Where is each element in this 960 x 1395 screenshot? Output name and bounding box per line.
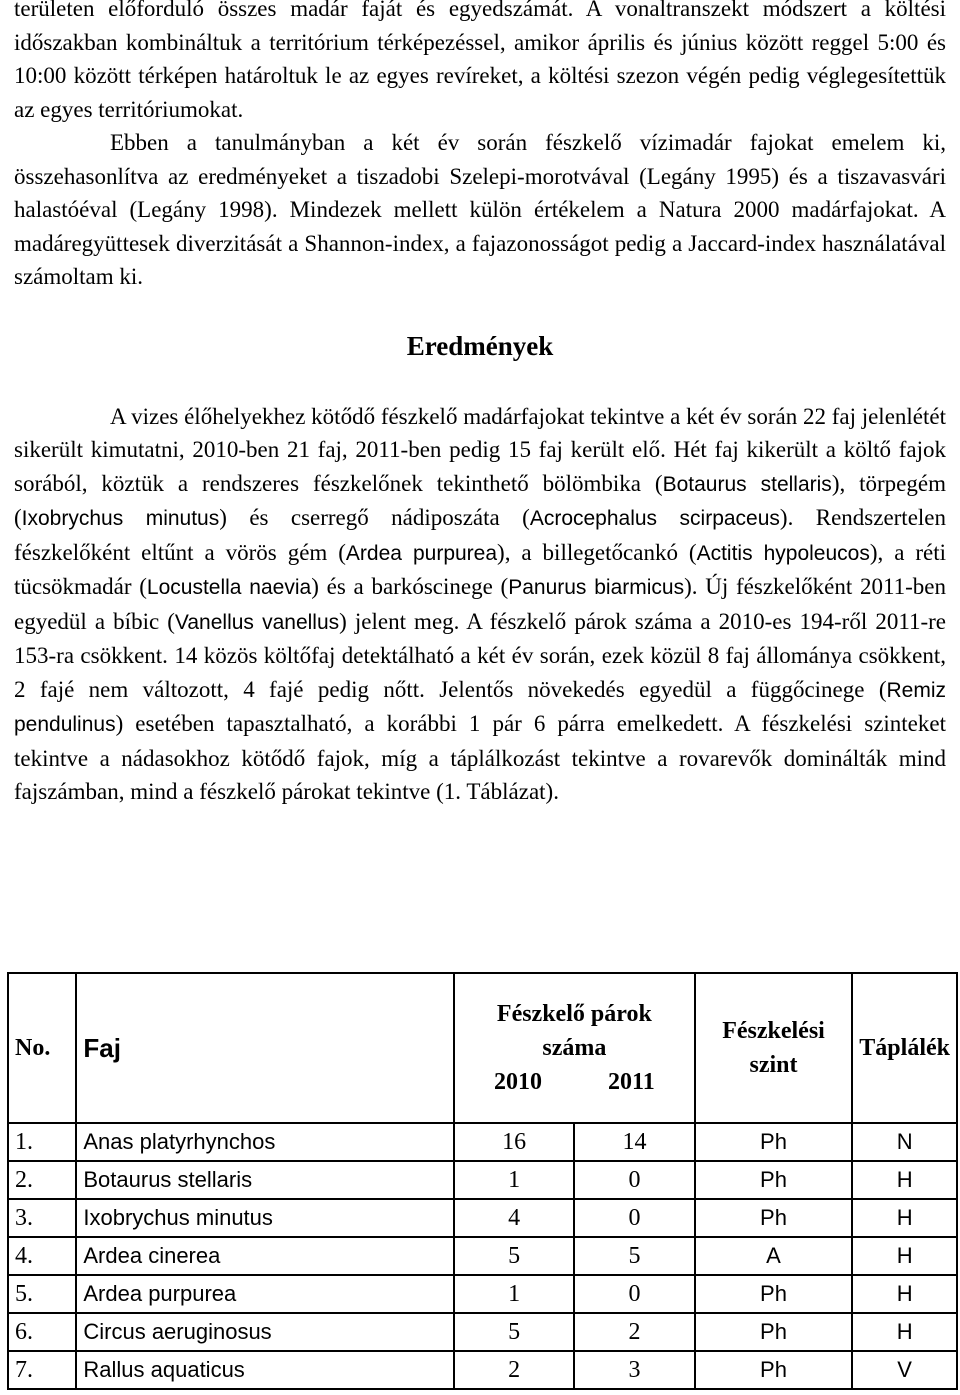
header-level-line2: szint (749, 1052, 798, 1078)
cell-pairs-2011: 2 (574, 1313, 694, 1351)
cell-species: Ardea purpurea (76, 1275, 454, 1313)
cell-pairs-2010: 5 (454, 1237, 574, 1275)
table-row (8, 1199, 957, 1237)
species-name: Remiz pendulinus (14, 678, 946, 736)
table-header-row (8, 973, 957, 1123)
header-faj: Faj (76, 973, 454, 1123)
cell-species: Anas platyrhynchos (76, 1123, 454, 1161)
cell-food: H (852, 1199, 957, 1237)
cell-food: N (852, 1123, 957, 1161)
cell-nesting-level: Ph (695, 1199, 853, 1237)
cell-species: Botaurus stellaris (76, 1161, 454, 1199)
cell-no: 5. (8, 1275, 76, 1313)
text-segment: ), törpegém ( (14, 470, 946, 530)
header-pairs (454, 973, 695, 1123)
cell-no: 4. (8, 1237, 76, 1275)
cell-pairs-2010: 1 (454, 1275, 574, 1313)
text-segment: ) jelent meg. A fészkelő párok száma a 2010-es 194-ről 2011-re 153-ra csökkent. 14 közös költőfaj detektálható a két év során, ezek közül 8 faj állománya csökkent, 2 fajé nem változott, 4 fajé pedig nőtt. Jelentős növekedés egyedül a függőcinege ( (14, 608, 946, 702)
species-name: Actitis hypoleucos (696, 541, 870, 565)
text-segment: ) és cserregő nádiposzáta ( (219, 505, 530, 530)
cell-no: 2. (8, 1161, 76, 1199)
cell-pairs-2011: 5 (574, 1237, 694, 1275)
species-name: Vanellus vanellus (174, 610, 340, 634)
cell-food: V (852, 1351, 957, 1389)
header-pairs-line2: száma (542, 1035, 607, 1061)
species-name: Acrocephalus scirpaceus (529, 507, 780, 530)
header-year-2010: 2010 (494, 1069, 542, 1095)
cell-no: 3. (8, 1199, 76, 1237)
table-row (8, 1123, 957, 1161)
cell-no: 6. (8, 1313, 76, 1351)
cell-no: 1. (8, 1123, 76, 1161)
cell-nesting-level: Ph (695, 1123, 853, 1161)
methods-paragraph-1: területen előforduló összes madár faját és egyedszámát. A vonaltranszekt módszert a költési időszakban kombináltuk a territórium térképezéssel, amikor április és június között reggel 5:00 és 10:00 között térképen határoltuk le az egyes revíreket, a költési szezon végén pedig véglegesítettük az egyes territóriumokat. (14, 0, 946, 122)
cell-no: 7. (8, 1351, 76, 1389)
text-segment: ) és a barkóscinege ( (311, 574, 509, 599)
cell-pairs-2011: 0 (574, 1161, 694, 1199)
cell-pairs-2010: 1 (454, 1161, 574, 1199)
document-page (14, 0, 946, 809)
cell-nesting-level: Ph (695, 1313, 853, 1351)
cell-pairs-2010: 16 (454, 1123, 574, 1161)
species-name: Botaurus stellaris (662, 472, 832, 496)
header-pairs-line1: Fészkelő párok (496, 1001, 652, 1027)
species-name: Locustella naevia (146, 576, 312, 599)
cell-nesting-level: Ph (695, 1351, 853, 1389)
cell-species: Circus aeruginosus (76, 1313, 454, 1351)
cell-food: H (852, 1313, 957, 1351)
cell-food: H (852, 1237, 957, 1275)
table-row (8, 1313, 957, 1351)
text-segment: A vizes élőhelyekhez kötődő fészkelő madárfajokat tekintve a két év során 22 faj jelenlétét sikerült kimutatni, 2010-ben 21 faj, 2011-ben pedig 15 faj került elő. Hét faj kikerült a költő fajok sorából, köztük a rendszeres fészkelőnek tekinthető bölömbika ( (14, 403, 946, 496)
species-name: Panurus biarmicus (508, 576, 685, 599)
cell-species: Ixobrychus minutus (76, 1199, 454, 1237)
section-heading: Eredmények (406, 330, 554, 361)
text-segment: ) esetében tapasztalható, a korábbi 1 pár 6 párra emelkedett. A fészkelési szinteket tekintve a nádasokhoz kötődő fajok, míg a táplálkozást tekintve a rovarevők dominálták mind fajszámban, mind a fészkelő párokat tekintve (1. Táblázat). (14, 711, 946, 804)
table-row (8, 1161, 957, 1199)
table-row (8, 1237, 957, 1275)
cell-species: Ardea cinerea (76, 1237, 454, 1275)
text-segment: ). Új fészkelőként 2011-ben egyedül a bíbic ( (14, 574, 946, 634)
table-row (8, 1275, 957, 1313)
cell-pairs-2010: 4 (454, 1199, 574, 1237)
cell-pairs-2011: 0 (574, 1275, 694, 1313)
cell-pairs-2011: 3 (574, 1351, 694, 1389)
species-table (7, 972, 958, 1390)
species-name: Ixobrychus minutus (21, 507, 220, 530)
cell-pairs-2011: 0 (574, 1199, 694, 1237)
header-food: Táplálék (852, 973, 957, 1123)
cell-food: H (852, 1161, 957, 1199)
cell-pairs-2010: 2 (454, 1351, 574, 1389)
header-year-2011: 2011 (608, 1069, 655, 1095)
methods-paragraph-2: Ebben a tanulmányban a két év során fészkelő vízimadár fajokat emelem ki, összehasonlítva az eredményeket a tiszadobi Szelepi-morotvával (Legány 1995) és a tiszavasvári halastóéval (Legány 1998). Mindezek mellett külön értékelem a Natura 2000 madárfajokat. A madáregyüttesek diverzitását a Shannon-index, a fajazonosságot pedig a Jaccard-index használatával számoltam ki. (14, 130, 946, 289)
results-paragraph (14, 400, 946, 809)
text-segment: ), a billegetőcankó ( (497, 539, 697, 565)
cell-food: H (852, 1275, 957, 1313)
header-level-line1: Fészkelési (722, 1018, 825, 1044)
cell-species: Rallus aquaticus (76, 1351, 454, 1389)
species-name: Ardea purpurea (345, 541, 498, 565)
cell-nesting-level: Ph (695, 1161, 853, 1199)
text-segment: ), a réti tücsökmadár ( (14, 539, 946, 599)
table-row (8, 1351, 957, 1389)
cell-pairs-2010: 5 (454, 1313, 574, 1351)
text-segment: ). Rendszertelen fészkelőként eltűnt a vörös gém ( (14, 505, 947, 565)
table-body (8, 1123, 957, 1389)
cell-pairs-2011: 14 (574, 1123, 694, 1161)
header-level (695, 973, 853, 1123)
header-no: No. (8, 973, 76, 1123)
cell-nesting-level: Ph (695, 1275, 853, 1313)
cell-nesting-level: A (695, 1237, 853, 1275)
